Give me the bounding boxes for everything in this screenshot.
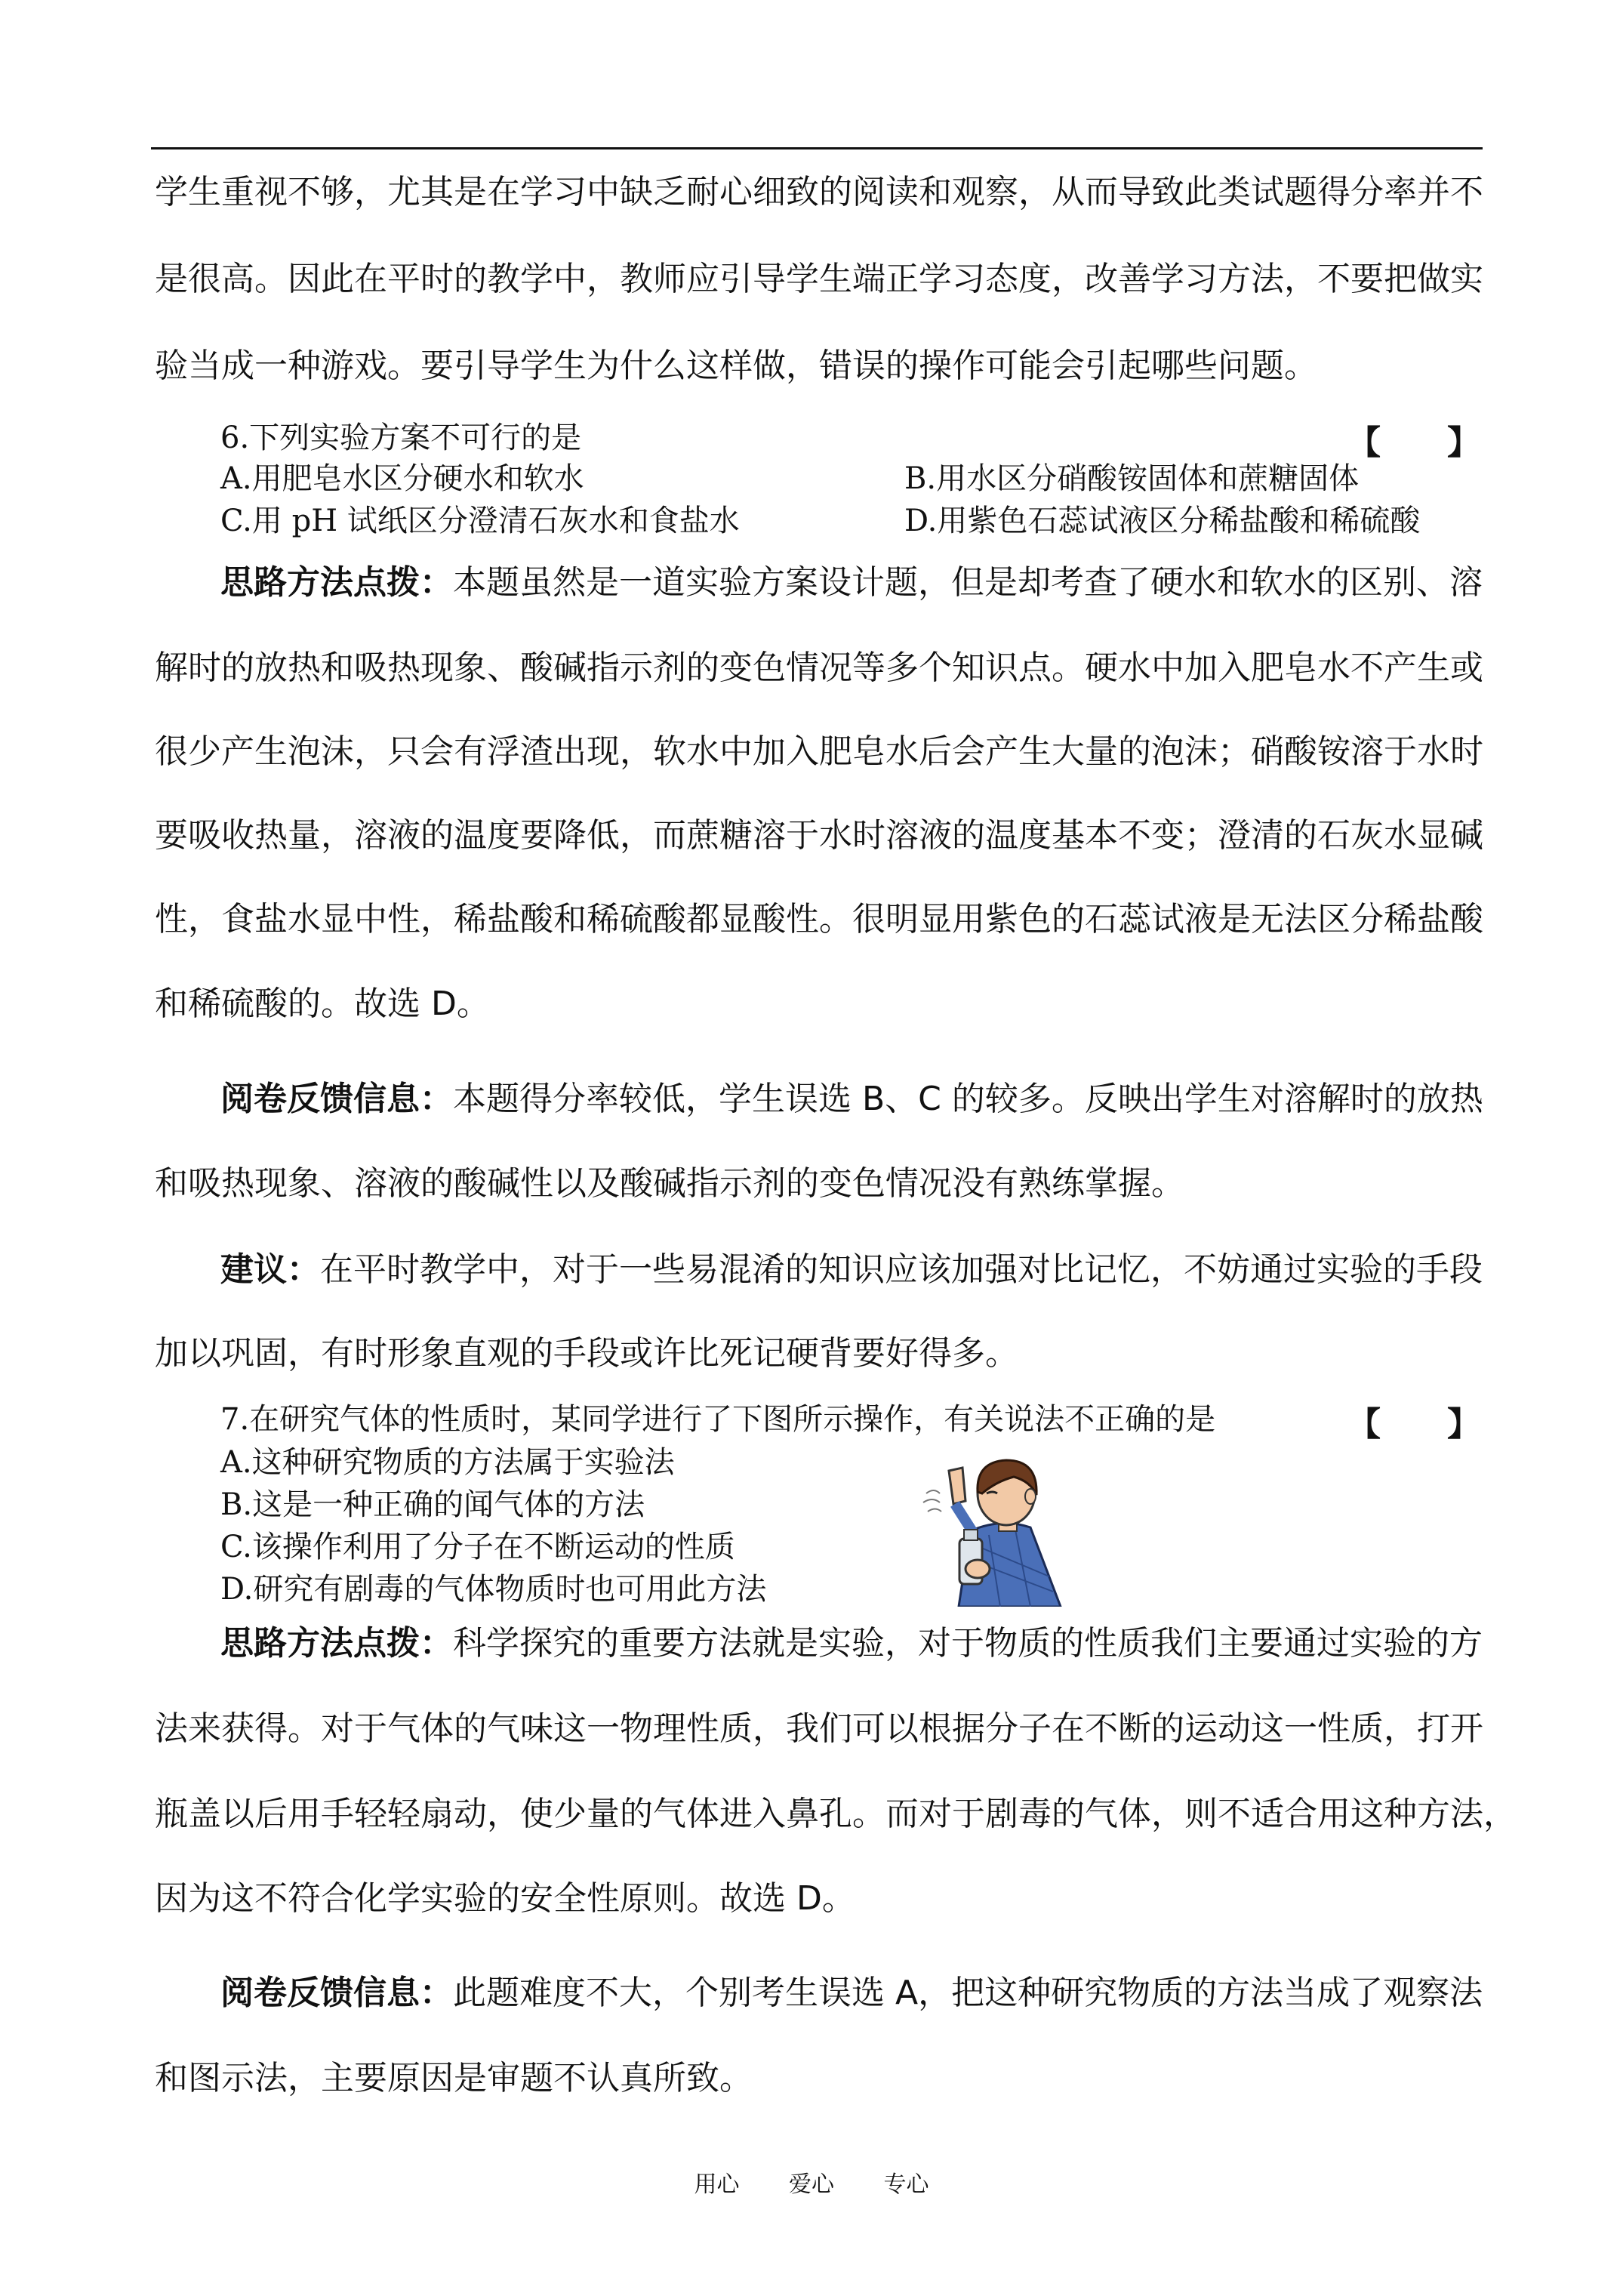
q6-suggestion-line-1: 建议：在平时教学中，对于一些易混淆的知识应该加强对比记忆，不妨通过实验的手段: [220, 1250, 1483, 1289]
intro-line-2: 是很高。因此在平时的教学中，教师应引导学生端正学习态度，改善学习方法，不要把做实: [155, 260, 1483, 298]
q6-option-c: C.用 pH 试纸区分澄清石灰水和食盐水: [220, 504, 740, 538]
q6-tip-line-2: 解时的放热和吸热现象、酸碱指示剂的变色情况等多个知识点。硬水中加入肥皂水不产生或: [155, 649, 1483, 687]
q6-feedback-line-1: 阅卷反馈信息：本题得分率较低，学生误选 B、C 的较多。反映出学生对溶解时的放热: [220, 1080, 1483, 1118]
q7-tip-line-1: 思路方法点拨：科学探究的重要方法就是实验，对于物质的性质我们主要通过实验的方: [220, 1624, 1483, 1663]
q6-tip-line-5: 性，食盐水显中性，稀盐酸和稀硫酸都显酸性。很明显用紫色的石蕊试液是无法区分稀盐酸: [155, 900, 1483, 938]
q6-tip-line-3: 很少产生泡沫，只会有浮渣出现，软水中加入肥皂水后会产生大量的泡沫；硝酸铵溶于水时: [155, 732, 1483, 771]
q7-feedback-line-2: 和图示法，主要原因是审题不认真所致。: [155, 2059, 753, 2097]
q7-option-d: D.研究有剧毒的气体物质时也可用此方法: [220, 1572, 767, 1607]
q6-answer-bracket: 【 】: [1347, 424, 1480, 462]
q6-tip-line-4: 要吸收热量，溶液的温度要降低，而蔗糖溶于水时溶液的温度基本不变；澄清的石灰水显碱: [155, 816, 1483, 855]
q6-tip-line-1: 思路方法点拨：本题虽然是一道实验方案设计题，但是却考查了硬水和软水的区别、溶: [220, 563, 1483, 602]
footer-word-2: 爱心: [789, 2171, 834, 2198]
q7-tip-line-4: 因为这不符合化学实验的安全性原则。故选 D。: [155, 1879, 855, 1918]
footer-word-1: 用心: [694, 2171, 740, 2198]
q7-feedback-label: 阅卷反馈信息：: [220, 1974, 453, 2012]
q7-tip-line-3: 瓶盖以后用手轻轻扇动，使少量的气体进入鼻孔。而对于剧毒的气体，则不适合用这种方法，: [155, 1795, 1517, 1833]
q6-stem: 6.下列实验方案不可行的是: [220, 421, 582, 455]
intro-line-3: 验当成一种游戏。要引导学生为什么这样做，错误的操作可能会引起哪些问题。: [155, 347, 1317, 385]
q7-option-c: C.该操作利用了分子在不断运动的性质: [220, 1530, 735, 1564]
q6-option-a: A.用肥皂水区分硬水和软水: [220, 461, 584, 496]
q7-tip-line-2: 法来获得。对于气体的气味这一物理性质，我们可以根据分子在不断的运动这一性质，打开: [155, 1709, 1483, 1748]
q7-option-b: B.这是一种正确的闻气体的方法: [220, 1487, 645, 1522]
q7-stem: 7.在研究气体的性质时，某同学进行了下图所示操作，有关说法不正确的是: [220, 1402, 1216, 1437]
q6-feedback-line-2: 和吸热现象、溶液的酸碱性以及酸碱指示剂的变色情况没有熟练掌握。: [155, 1164, 1184, 1203]
header-rule: [151, 147, 1483, 149]
q6-feedback-label: 阅卷反馈信息：: [220, 1080, 453, 1118]
q6-suggestion-line-2: 加以巩固，有时形象直观的手段或许比死记硬背要好得多。: [155, 1334, 1018, 1373]
q6-suggestion-label: 建议：: [220, 1250, 320, 1289]
q7-feedback-line-1: 阅卷反馈信息：此题难度不大，个别考生误选 A，把这种研究物质的方法当成了观察法: [220, 1974, 1483, 2012]
smelling-gas-illustration: [917, 1448, 1068, 1607]
q6-tip-line-6: 和稀硫酸的。故选 D。: [155, 985, 490, 1023]
footer-word-3: 专心: [883, 2171, 929, 2198]
q7-option-a: A.这种研究物质的方法属于实验法: [220, 1445, 675, 1480]
intro-line-1: 学生重视不够，尤其是在学习中缺乏耐心细致的阅读和观察，从而导致此类试题得分率并不: [155, 173, 1483, 211]
page-footer: [0, 2165, 1623, 2199]
q6-option-b: B.用水区分硝酸铵固体和蔗糖固体: [904, 461, 1360, 496]
q6-tip-label: 思路方法点拨：: [220, 563, 453, 602]
q6-option-d: D.用紫色石蕊试液区分稀盐酸和稀硫酸: [904, 504, 1421, 538]
q7-answer-bracket: 【 】: [1347, 1405, 1480, 1444]
q7-tip-label: 思路方法点拨：: [220, 1624, 453, 1663]
